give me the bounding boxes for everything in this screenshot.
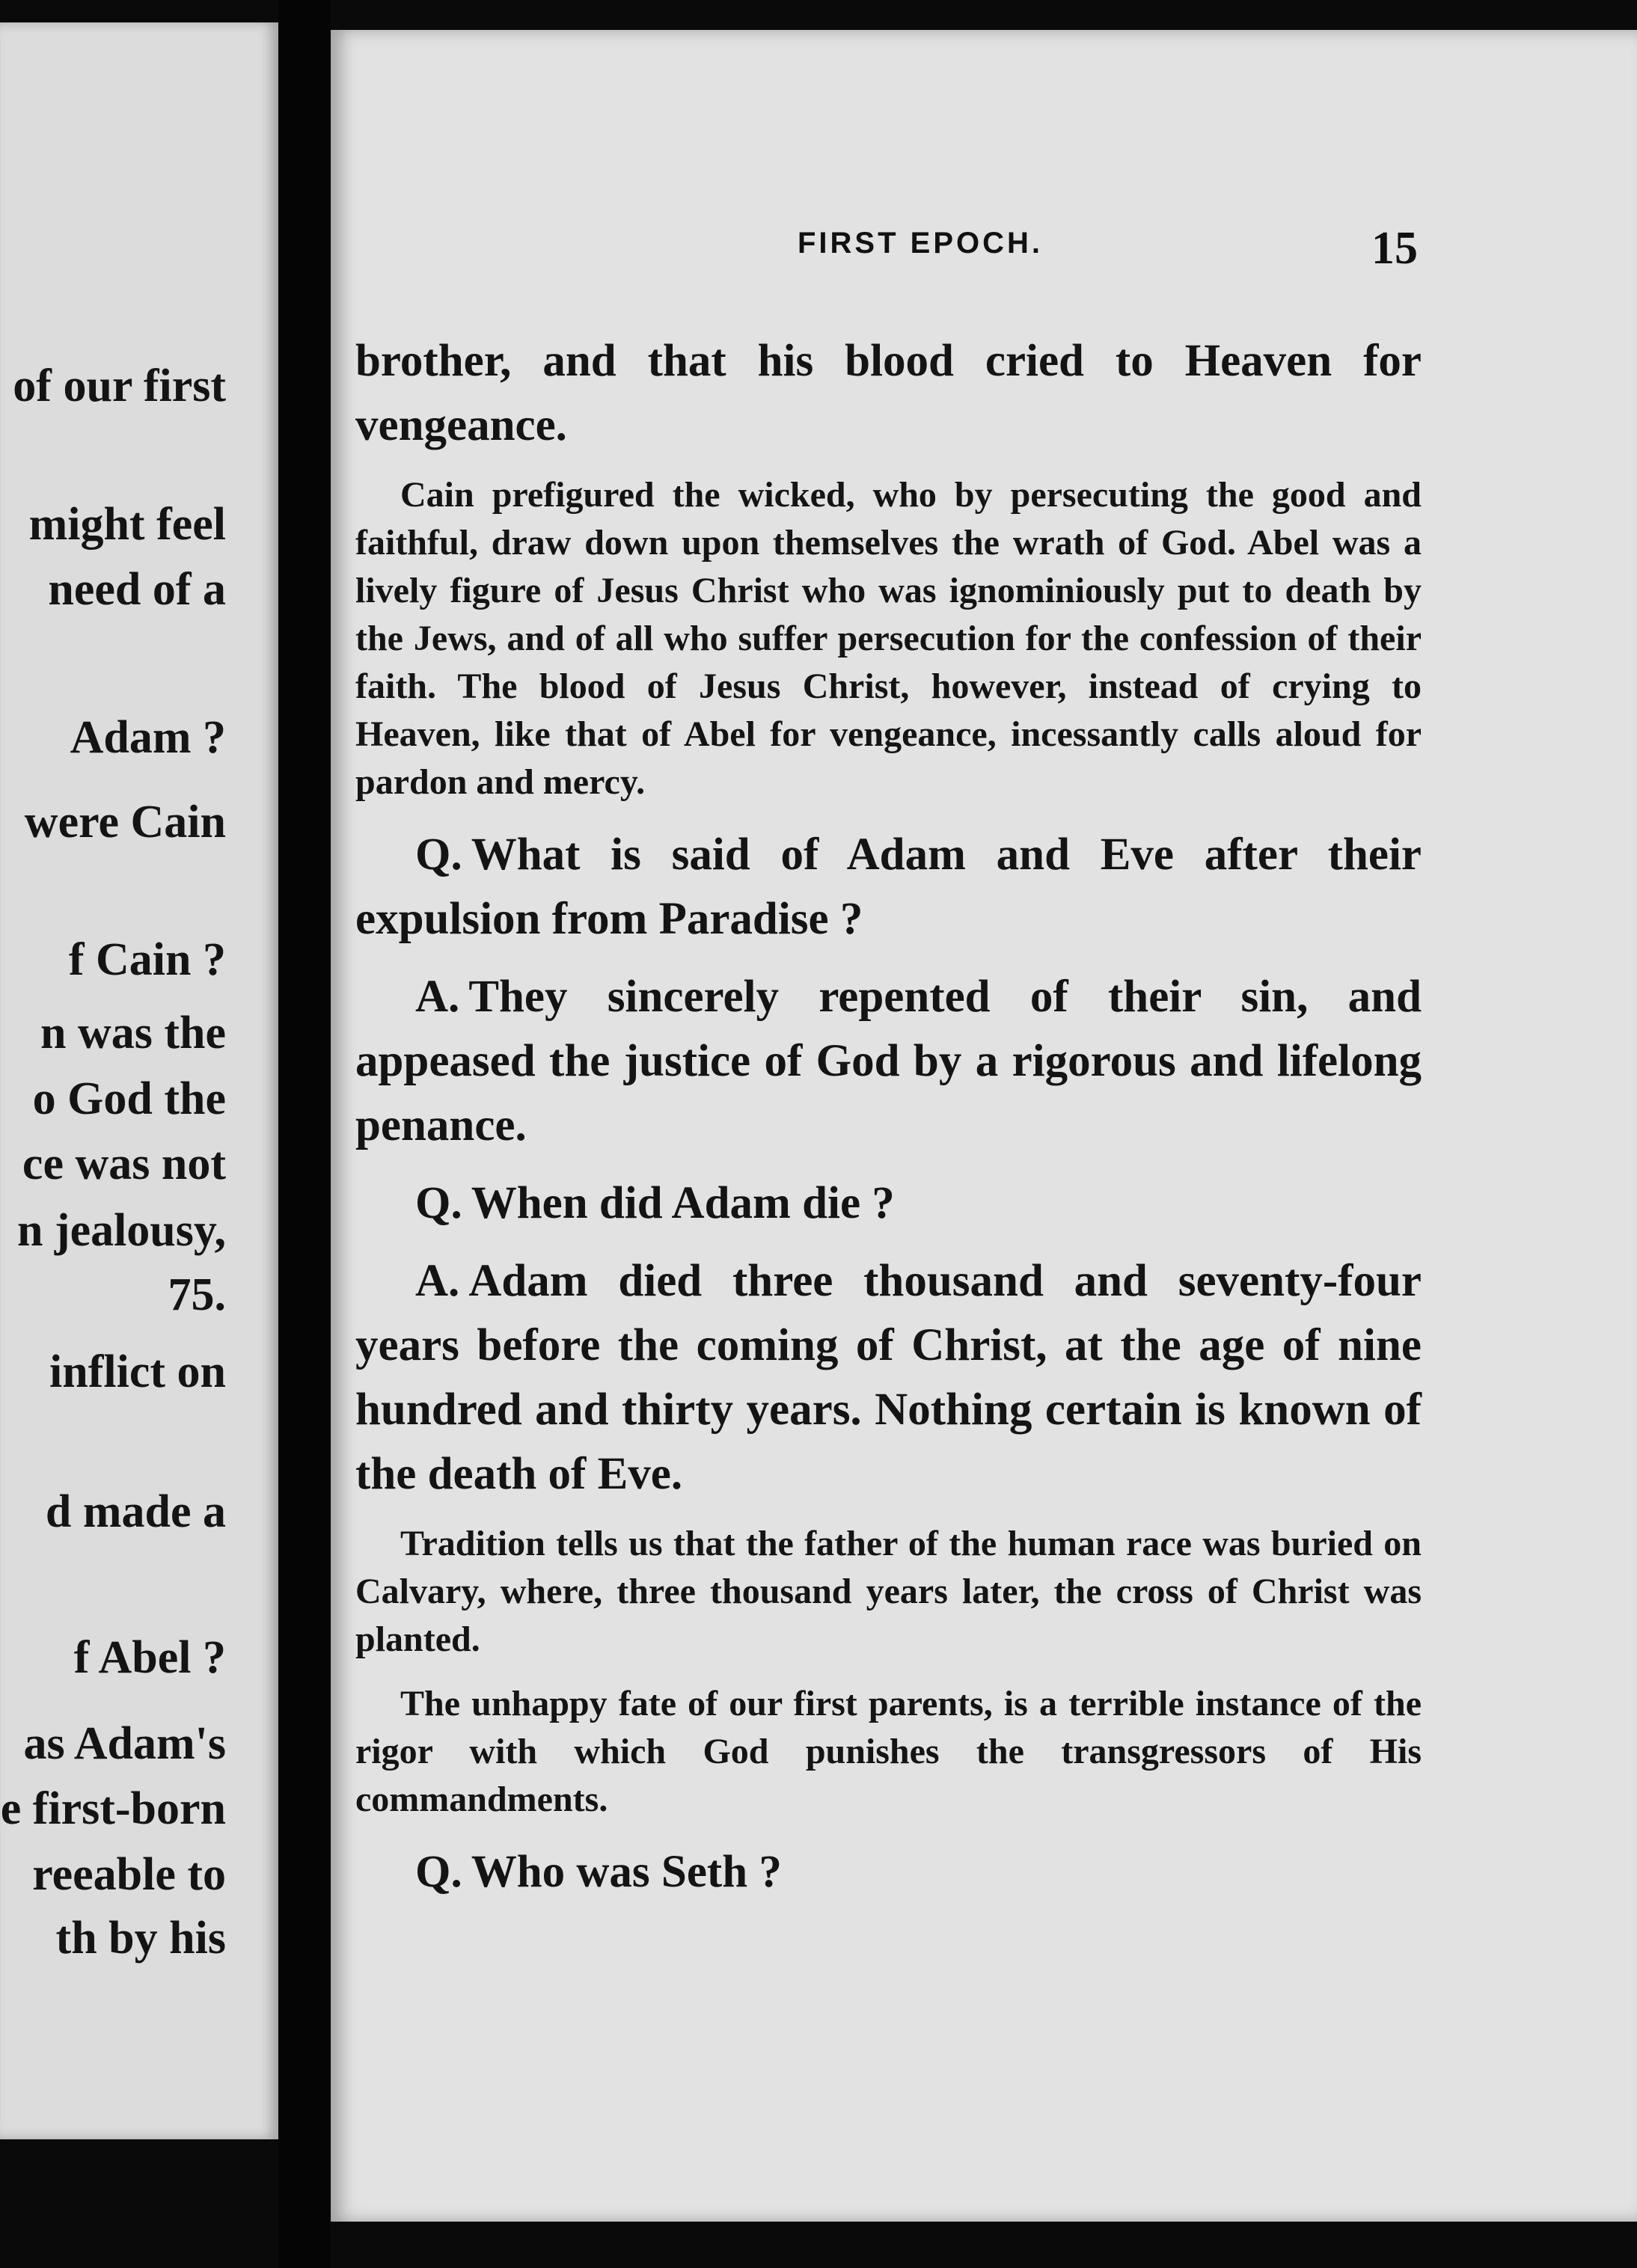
left-page-line: o God the [32, 1073, 226, 1124]
answer [355, 1249, 1422, 1507]
left-page-line: th by his [55, 1913, 226, 1964]
running-title: FIRST EPOCH. [797, 227, 1044, 260]
commentary-paragraph: Tradition tells us that the father of the human race was buried on Calvary, where, three thousand years later, the cross of Christ was planted. [355, 1524, 1422, 1659]
left-page-line: n jealousy, [16, 1205, 226, 1256]
page-body [355, 329, 1422, 1918]
running-head [423, 222, 1418, 282]
paragraph-continuation: brother, and that his blood cried to Heaven for vengeance. [355, 336, 1422, 450]
question [355, 1840, 1422, 1904]
question-text: When did Adam die ? [471, 1178, 895, 1228]
question-text: Who was Seth ? [471, 1847, 782, 1897]
question-text: What is said of Adam and Eve after their expulsion from Paradise ? [355, 830, 1422, 944]
left-page-line: were Cain [24, 797, 226, 848]
left-page-line: d made a [45, 1486, 226, 1537]
left-page-line: as Adam's [23, 1718, 226, 1769]
book-gutter [278, 0, 331, 2268]
answer-text: Adam died three thousand and seventy-four years before the coming of Christ, at the age of nine hundred and thirty years. Nothing certain is known of the death of Eve. [355, 1256, 1422, 1499]
left-page-line: 75. [168, 1269, 226, 1320]
question-label: Q. [415, 1178, 462, 1228]
question-label: Q. [415, 830, 462, 880]
answer-label: A. [415, 972, 460, 1022]
question [355, 1171, 1422, 1236]
left-page-line: Adam ? [70, 712, 226, 763]
left-page-line: might feel [28, 499, 226, 550]
left-page-line: f Cain ? [68, 934, 226, 985]
commentary-paragraph: The unhappy fate of our first parents, is a terrible instance of the rigor with which God punishes the transgressors of His commandments. [355, 1684, 1422, 1819]
left-page-line: inflict on [49, 1346, 226, 1397]
left-page-line: of our first [13, 361, 226, 411]
left-page-line: ce was not [22, 1138, 226, 1189]
answer-text: They sincerely repented of their sin, and appeased the justice of God by a rigorous and lifelong penance. [355, 972, 1422, 1150]
question [355, 823, 1422, 951]
answer-label: A. [415, 1256, 460, 1306]
left-page-line: need of a [48, 564, 226, 615]
left-page-line: e first-born [0, 1783, 226, 1834]
commentary-paragraph: Cain prefigured the wicked, who by persecuting the good and faithful, draw down upon themselves the wrath of God. Abel was a lively figure of Jesus Christ who was ignominiously put to death by the Jews, and of all who suffer persecution for the confession of their faith. The blood of Jesus Christ, however, instead of crying to Heaven, like that of Abel for vengeance, incessantly calls aloud for pardon and mercy. [355, 475, 1422, 802]
answer [355, 965, 1422, 1158]
left-page-line: reeable to [32, 1849, 226, 1900]
left-page-line: f Abel ? [73, 1632, 226, 1683]
left-page-fragment [0, 22, 278, 2139]
question-label: Q. [415, 1847, 462, 1897]
page-number: 15 [1371, 223, 1418, 274]
left-page-line: n was the [40, 1008, 226, 1058]
